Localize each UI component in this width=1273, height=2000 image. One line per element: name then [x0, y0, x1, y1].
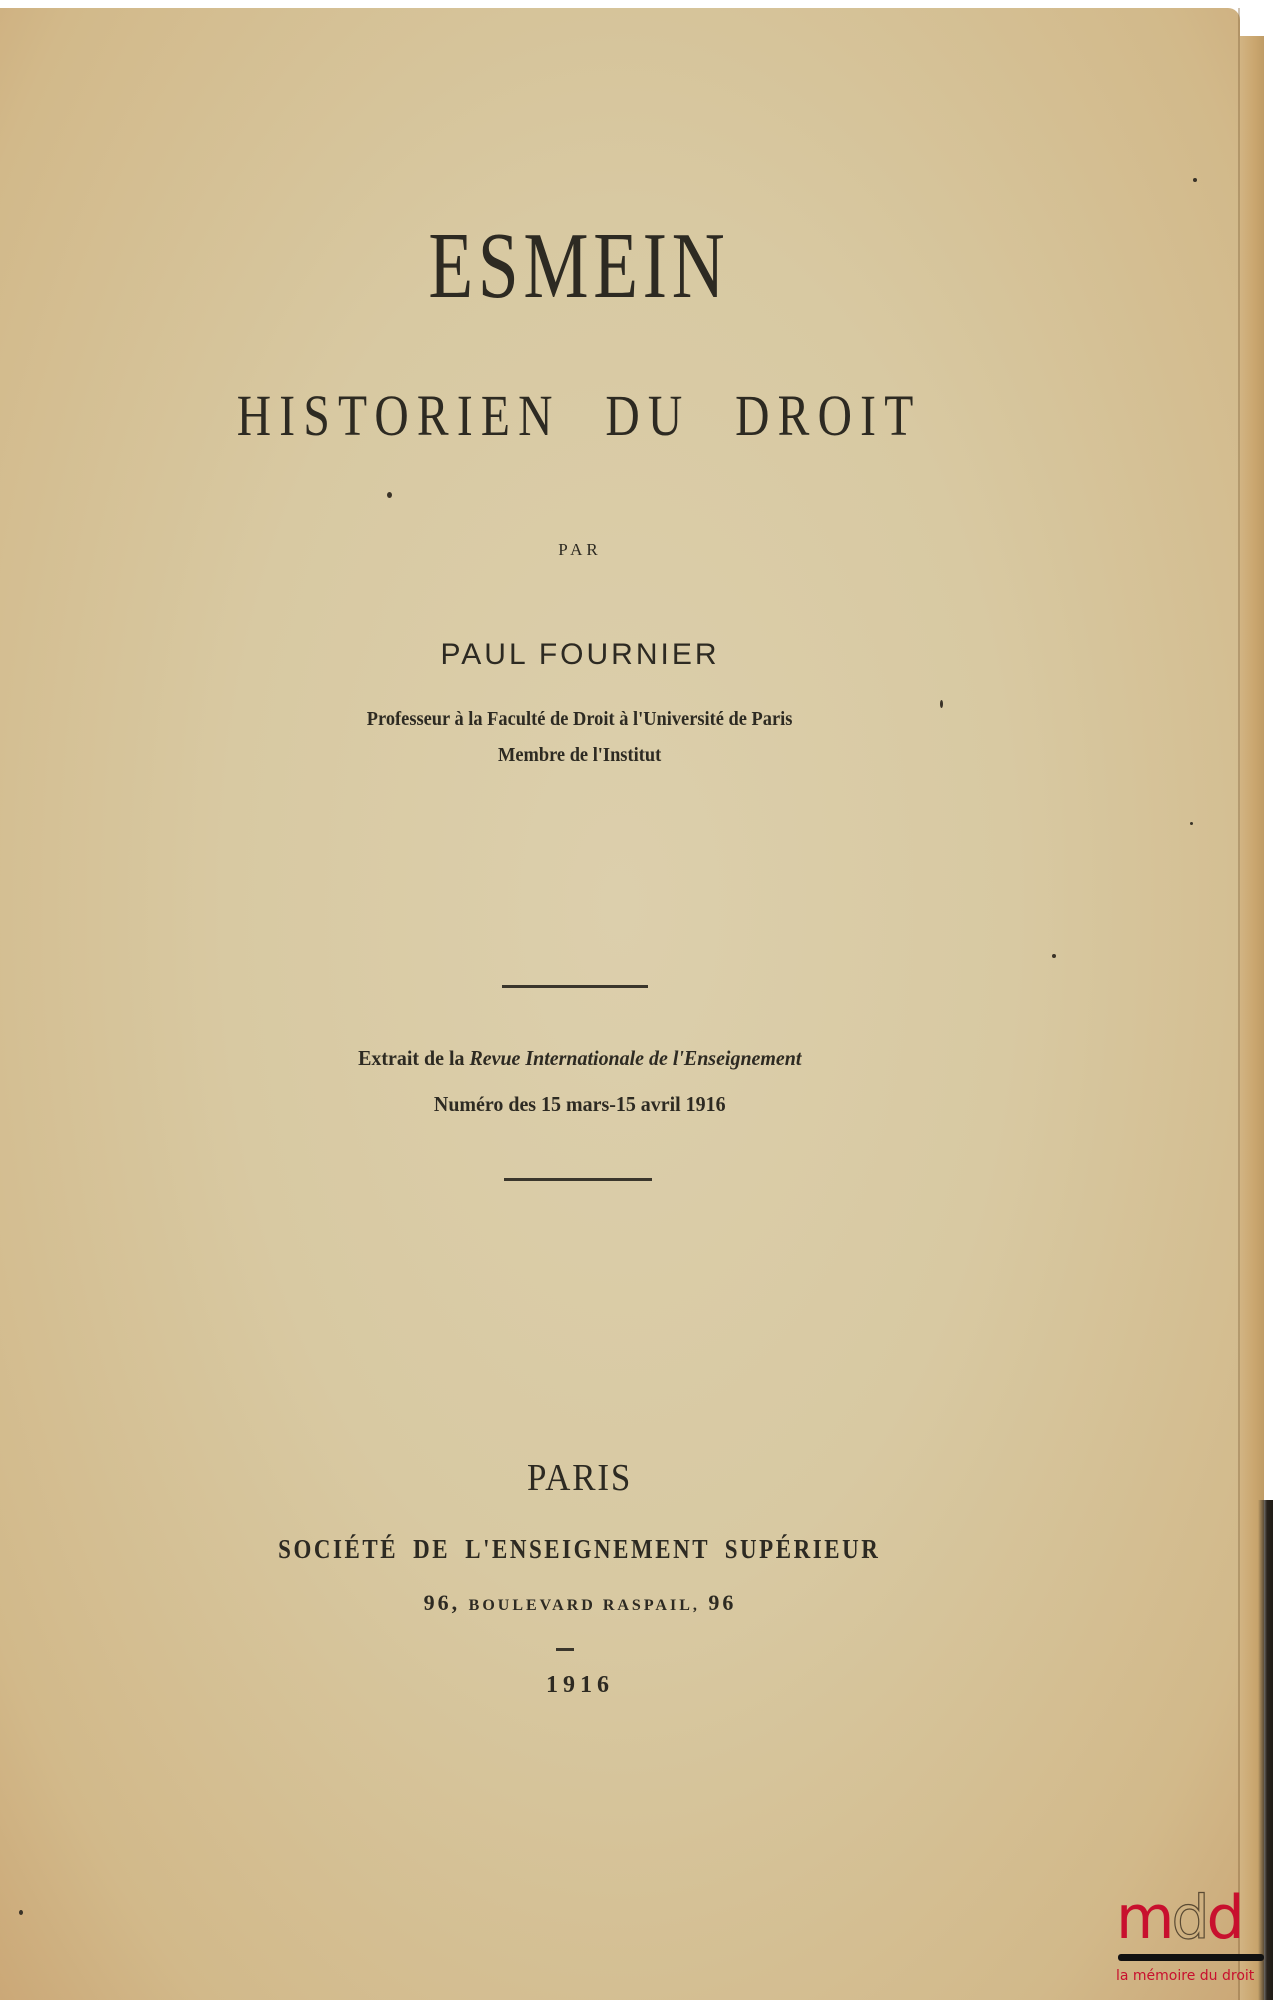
divider-rule-bottom	[504, 1178, 652, 1181]
address-number-right: 96	[708, 1590, 737, 1615]
divider-rule-top	[502, 985, 648, 988]
author-affiliation: Professeur à la Faculté de Droit à l'Université de Paris	[366, 708, 793, 730]
author-name: PAUL FOURNIER	[440, 638, 720, 671]
paper-speck	[1190, 822, 1193, 825]
extract-prefix: Extrait de la	[358, 1046, 470, 1070]
publication-year: 1916	[546, 1672, 614, 1698]
publisher-address	[0, 1590, 1160, 1616]
paper-speck	[1052, 954, 1056, 958]
address-street: BOULEVARD RASPAIL,	[468, 1597, 700, 1614]
by-label: PAR	[558, 540, 602, 559]
paper-speck	[387, 492, 392, 498]
publisher-name: SOCIÉTÉ DE L'ENSEIGNEMENT SUPÉRIEUR	[278, 1534, 881, 1564]
book-subtitle: HISTORIEN DU DROIT	[236, 383, 922, 448]
mdd-logo-mark: mdd	[1116, 1883, 1242, 1953]
address-number-left: 96,	[423, 1590, 461, 1615]
paper-speck	[19, 1910, 23, 1915]
extract-source	[29, 1046, 1131, 1071]
issue-date: Numéro des 15 mars-15 avril 1916	[433, 1092, 726, 1116]
author-membership: Membre de l'Institut	[497, 744, 662, 766]
mdd-watermark-logo	[1116, 1883, 1266, 1998]
logo-tagline: la mémoire du droit	[1116, 1968, 1255, 1984]
dash-separator	[556, 1648, 574, 1651]
journal-title: Revue Internationale de l'Enseignement	[469, 1046, 802, 1070]
book-title: ESMEIN	[428, 214, 730, 318]
logo-underline-bar	[1118, 1954, 1264, 1961]
paper-speck	[940, 700, 943, 708]
paper-speck	[1193, 178, 1197, 182]
publication-city: PARIS	[527, 1457, 633, 1499]
